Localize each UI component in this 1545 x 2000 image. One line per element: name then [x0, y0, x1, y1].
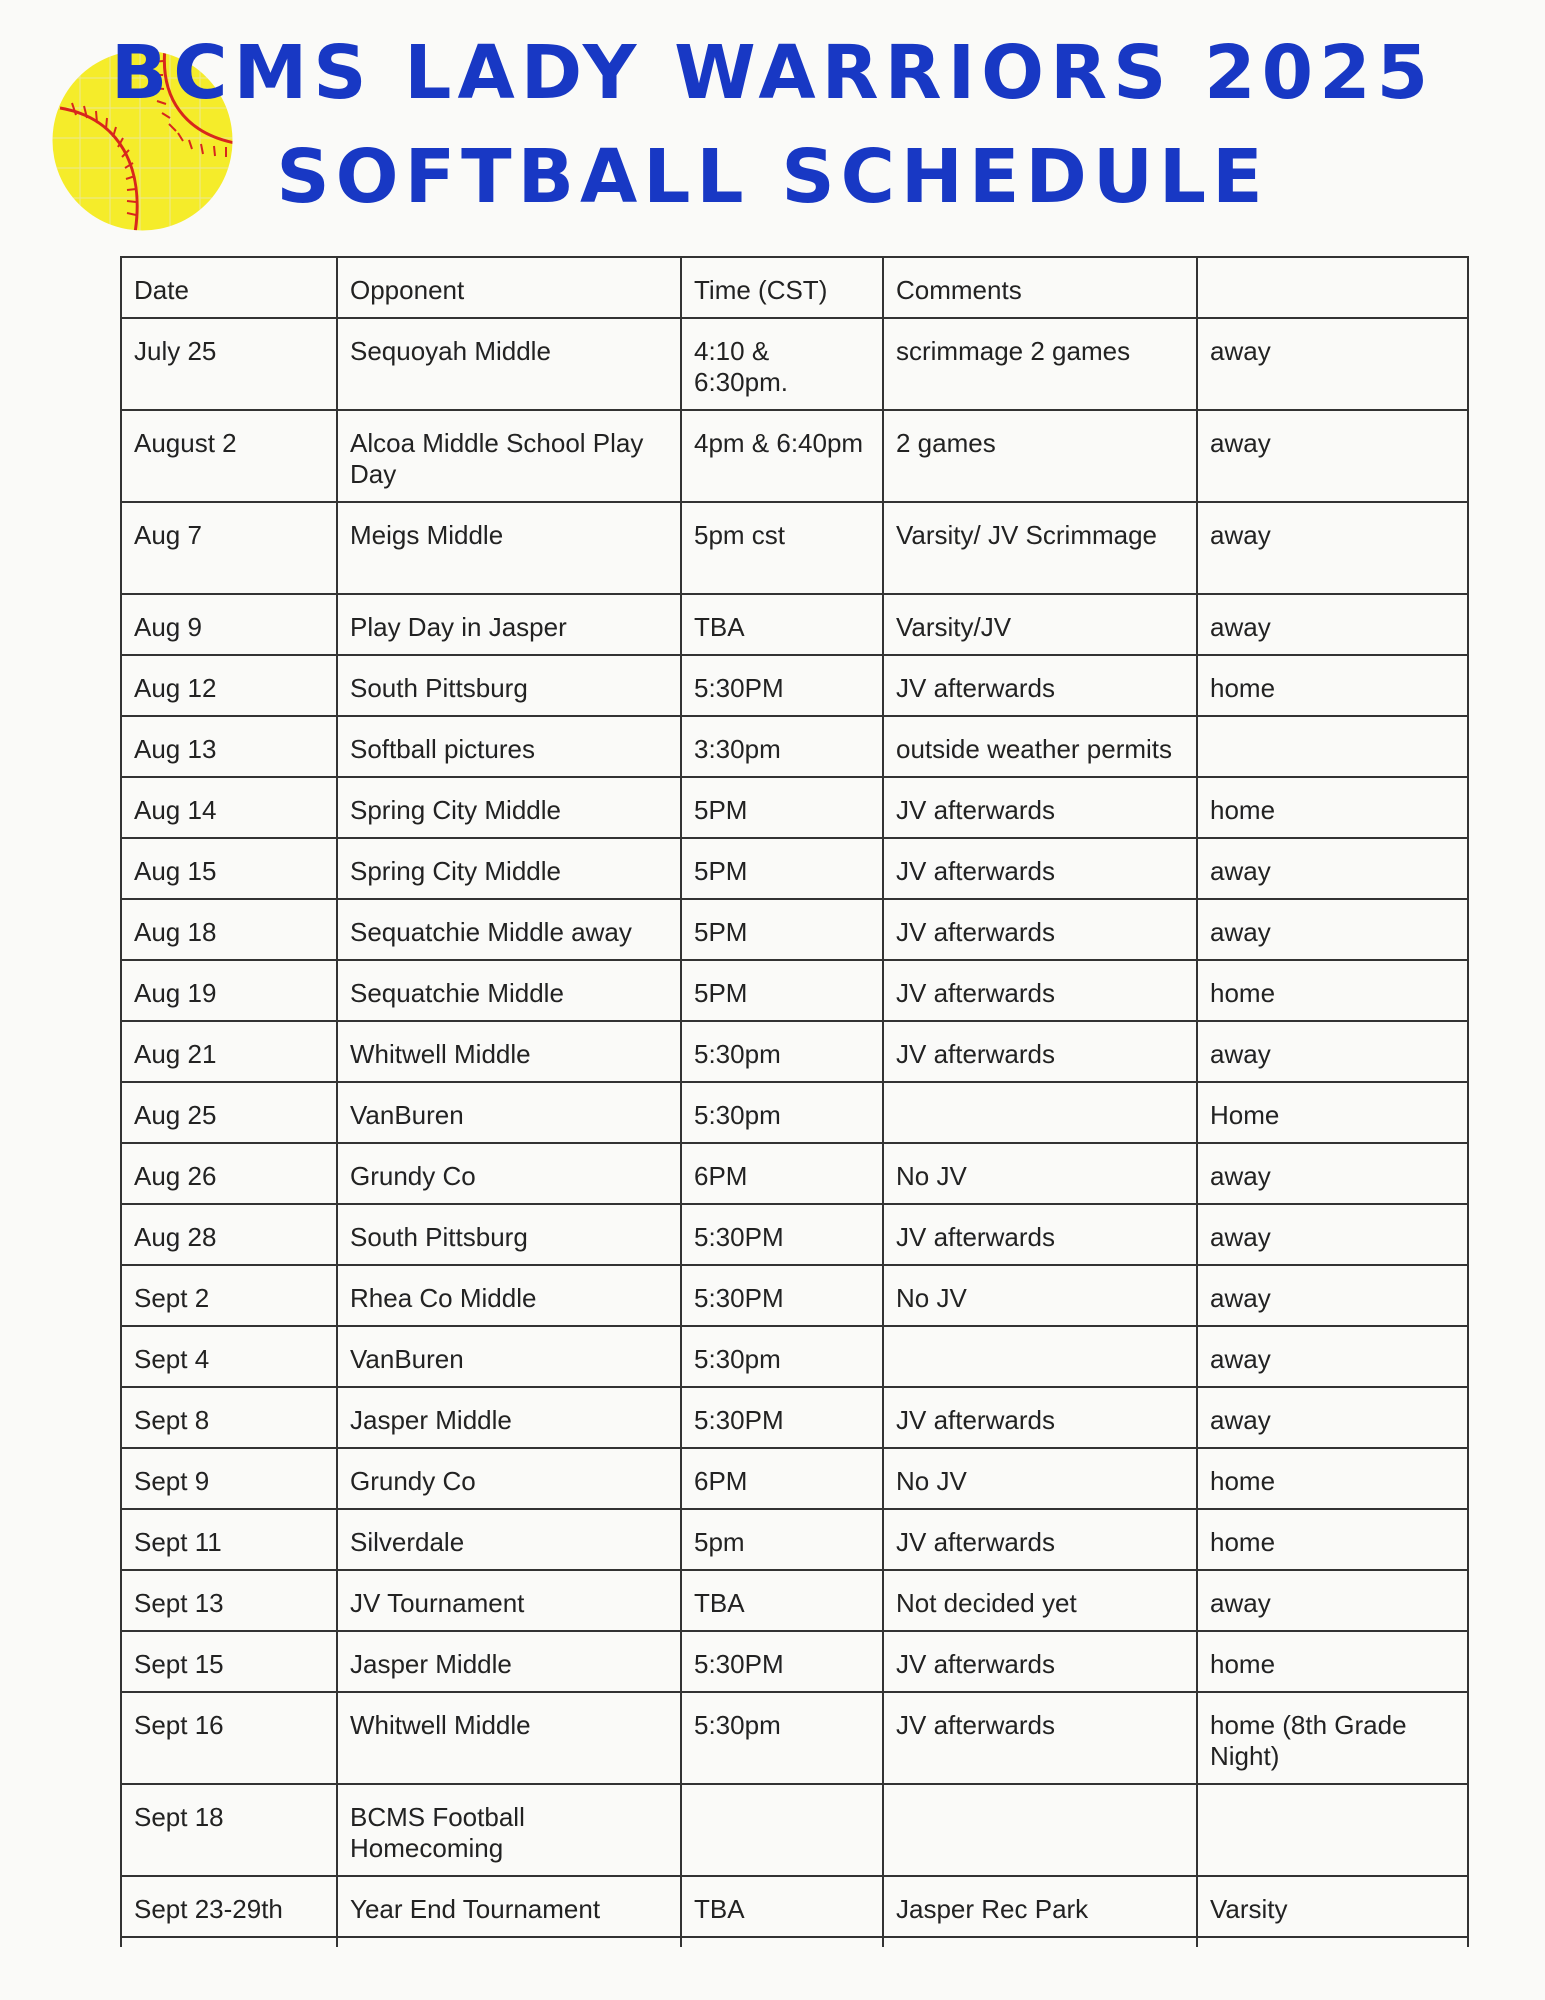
- time-cell: 5PM: [681, 777, 883, 838]
- opponent-cell: Jasper Middle: [337, 1387, 681, 1448]
- location-cell: Home: [1197, 1082, 1468, 1143]
- location-cell: away: [1197, 1143, 1468, 1204]
- time-cell: TBA: [681, 594, 883, 655]
- date-cell: Sept 18: [121, 1784, 337, 1876]
- time-cell: 5:30PM: [681, 1631, 883, 1692]
- column-header-opponent: Opponent: [337, 257, 681, 318]
- date-cell: Aug 13: [121, 716, 337, 777]
- table-row: [121, 1509, 1468, 1570]
- table-row: [121, 1448, 1468, 1509]
- time-cell: 5PM: [681, 960, 883, 1021]
- time-cell: TBA: [681, 1570, 883, 1631]
- opponent-cell: Play Day in Jasper: [337, 594, 681, 655]
- table-tail: [121, 1937, 1468, 1947]
- comments-cell: JV afterwards: [883, 1387, 1197, 1448]
- comments-cell: JV afterwards: [883, 899, 1197, 960]
- date-cell: Aug 15: [121, 838, 337, 899]
- date-cell: August 2: [121, 410, 337, 502]
- table-row: [121, 716, 1468, 777]
- date-cell: Aug 21: [121, 1021, 337, 1082]
- opponent-cell: VanBuren: [337, 1082, 681, 1143]
- location-cell: away: [1197, 899, 1468, 960]
- comments-cell: Varsity/JV: [883, 594, 1197, 655]
- location-cell: away: [1197, 1387, 1468, 1448]
- location-cell: [1197, 716, 1468, 777]
- comments-cell: JV afterwards: [883, 1631, 1197, 1692]
- opponent-cell: Rhea Co Middle: [337, 1265, 681, 1326]
- table-row: [121, 1021, 1468, 1082]
- time-cell: 6PM: [681, 1143, 883, 1204]
- date-cell: Sept 4: [121, 1326, 337, 1387]
- opponent-cell: VanBuren: [337, 1326, 681, 1387]
- title-line-1: BCMS LADY WARRIORS 2025: [110, 30, 1435, 116]
- location-cell: away: [1197, 318, 1468, 410]
- location-cell: away: [1197, 1570, 1468, 1631]
- opponent-cell: JV Tournament: [337, 1570, 681, 1631]
- opponent-cell: Sequatchie Middle away: [337, 899, 681, 960]
- date-cell: Sept 15: [121, 1631, 337, 1692]
- date-cell: July 25: [121, 318, 337, 410]
- column-header-location: [1197, 257, 1468, 318]
- comments-cell: [883, 1784, 1197, 1876]
- comments-cell: JV afterwards: [883, 1509, 1197, 1570]
- time-cell: 5:30PM: [681, 655, 883, 716]
- time-cell: 5:30pm: [681, 1692, 883, 1784]
- date-cell: Aug 26: [121, 1143, 337, 1204]
- time-cell: 5:30PM: [681, 1265, 883, 1326]
- time-cell: 5:30pm: [681, 1082, 883, 1143]
- opponent-cell: Jasper Middle: [337, 1631, 681, 1692]
- date-cell: Sept 16: [121, 1692, 337, 1784]
- header-row: [121, 257, 1468, 318]
- table-row: [121, 838, 1468, 899]
- comments-cell: JV afterwards: [883, 1692, 1197, 1784]
- opponent-cell: BCMS Football Homecoming: [337, 1784, 681, 1876]
- opponent-cell: Softball pictures: [337, 716, 681, 777]
- opponent-cell: Meigs Middle: [337, 502, 681, 594]
- time-cell: 4:10 & 6:30pm.: [681, 318, 883, 410]
- comments-cell: [883, 1326, 1197, 1387]
- comments-cell: [883, 1082, 1197, 1143]
- table-row: [121, 1387, 1468, 1448]
- location-cell: [1197, 1784, 1468, 1876]
- table-row: [121, 1326, 1468, 1387]
- table-row: [121, 502, 1468, 594]
- title-line-2: SOFTBALL SCHEDULE: [276, 134, 1269, 220]
- comments-cell: JV afterwards: [883, 960, 1197, 1021]
- opponent-cell: Spring City Middle: [337, 777, 681, 838]
- comments-cell: JV afterwards: [883, 1204, 1197, 1265]
- time-cell: 5:30PM: [681, 1387, 883, 1448]
- comments-cell: No JV: [883, 1143, 1197, 1204]
- comments-cell: scrimmage 2 games: [883, 318, 1197, 410]
- comments-cell: 2 games: [883, 410, 1197, 502]
- date-cell: Sept 8: [121, 1387, 337, 1448]
- date-cell: Aug 18: [121, 899, 337, 960]
- location-cell: away: [1197, 502, 1468, 594]
- comments-cell: Not decided yet: [883, 1570, 1197, 1631]
- time-cell: 5PM: [681, 899, 883, 960]
- opponent-cell: Silverdale: [337, 1509, 681, 1570]
- date-cell: Aug 12: [121, 655, 337, 716]
- column-header-date: Date: [121, 257, 337, 318]
- opponent-cell: Alcoa Middle School Play Day: [337, 410, 681, 502]
- time-cell: 5:30pm: [681, 1021, 883, 1082]
- location-cell: away: [1197, 1021, 1468, 1082]
- opponent-cell: South Pittsburg: [337, 1204, 681, 1265]
- opponent-cell: Spring City Middle: [337, 838, 681, 899]
- location-cell: away: [1197, 1265, 1468, 1326]
- comments-cell: JV afterwards: [883, 838, 1197, 899]
- table-row: [121, 1265, 1468, 1326]
- table-row: [121, 1204, 1468, 1265]
- comments-cell: Varsity/ JV Scrimmage: [883, 502, 1197, 594]
- time-cell: 4pm & 6:40pm: [681, 410, 883, 502]
- table-row: [121, 1570, 1468, 1631]
- location-cell: away: [1197, 410, 1468, 502]
- time-cell: 5:30pm: [681, 1326, 883, 1387]
- date-cell: Aug 14: [121, 777, 337, 838]
- date-cell: Sept 11: [121, 1509, 337, 1570]
- table-row: [121, 1876, 1468, 1937]
- location-cell: home (8th Grade Night): [1197, 1692, 1468, 1784]
- column-header-time: Time (CST): [681, 257, 883, 318]
- table-row: [121, 318, 1468, 410]
- date-cell: Sept 13: [121, 1570, 337, 1631]
- opponent-cell: South Pittsburg: [337, 655, 681, 716]
- date-cell: Sept 23-29th: [121, 1876, 337, 1937]
- column-header-comments: Comments: [883, 257, 1197, 318]
- comments-cell: JV afterwards: [883, 777, 1197, 838]
- comments-cell: No JV: [883, 1265, 1197, 1326]
- time-cell: TBA: [681, 1876, 883, 1937]
- time-cell: 3:30pm: [681, 716, 883, 777]
- opponent-cell: Whitwell Middle: [337, 1692, 681, 1784]
- date-cell: Aug 25: [121, 1082, 337, 1143]
- table-row: [121, 1692, 1468, 1784]
- location-cell: home: [1197, 960, 1468, 1021]
- date-cell: Sept 9: [121, 1448, 337, 1509]
- comments-cell: outside weather permits: [883, 716, 1197, 777]
- opponent-cell: Grundy Co: [337, 1143, 681, 1204]
- date-cell: Aug 9: [121, 594, 337, 655]
- location-cell: away: [1197, 1326, 1468, 1387]
- comments-cell: JV afterwards: [883, 655, 1197, 716]
- time-cell: 5pm cst: [681, 502, 883, 594]
- opponent-cell: Year End Tournament: [337, 1876, 681, 1937]
- table-row: [121, 1631, 1468, 1692]
- location-cell: Varsity: [1197, 1876, 1468, 1937]
- comments-cell: JV afterwards: [883, 1021, 1197, 1082]
- date-cell: Sept 2: [121, 1265, 337, 1326]
- location-cell: home: [1197, 655, 1468, 716]
- location-cell: home: [1197, 1509, 1468, 1570]
- date-cell: Aug 7: [121, 502, 337, 594]
- table-row: [121, 1784, 1468, 1876]
- location-cell: home: [1197, 777, 1468, 838]
- schedule-table: [120, 256, 1469, 1947]
- opponent-cell: Sequatchie Middle: [337, 960, 681, 1021]
- time-cell: 6PM: [681, 1448, 883, 1509]
- opponent-cell: Grundy Co: [337, 1448, 681, 1509]
- comments-cell: No JV: [883, 1448, 1197, 1509]
- location-cell: away: [1197, 838, 1468, 899]
- table-row: [121, 655, 1468, 716]
- time-cell: 5pm: [681, 1509, 883, 1570]
- table-row: [121, 594, 1468, 655]
- date-cell: Aug 19: [121, 960, 337, 1021]
- date-cell: Aug 28: [121, 1204, 337, 1265]
- table-row: [121, 899, 1468, 960]
- table-row: [121, 1082, 1468, 1143]
- table-row: [121, 960, 1468, 1021]
- time-cell: [681, 1784, 883, 1876]
- opponent-cell: Whitwell Middle: [337, 1021, 681, 1082]
- location-cell: away: [1197, 594, 1468, 655]
- opponent-cell: Sequoyah Middle: [337, 318, 681, 410]
- table-row: [121, 777, 1468, 838]
- location-cell: home: [1197, 1448, 1468, 1509]
- comments-cell: Jasper Rec Park: [883, 1876, 1197, 1937]
- time-cell: 5:30PM: [681, 1204, 883, 1265]
- table-row: [121, 410, 1468, 502]
- location-cell: home: [1197, 1631, 1468, 1692]
- table-row: [121, 1143, 1468, 1204]
- time-cell: 5PM: [681, 838, 883, 899]
- location-cell: away: [1197, 1204, 1468, 1265]
